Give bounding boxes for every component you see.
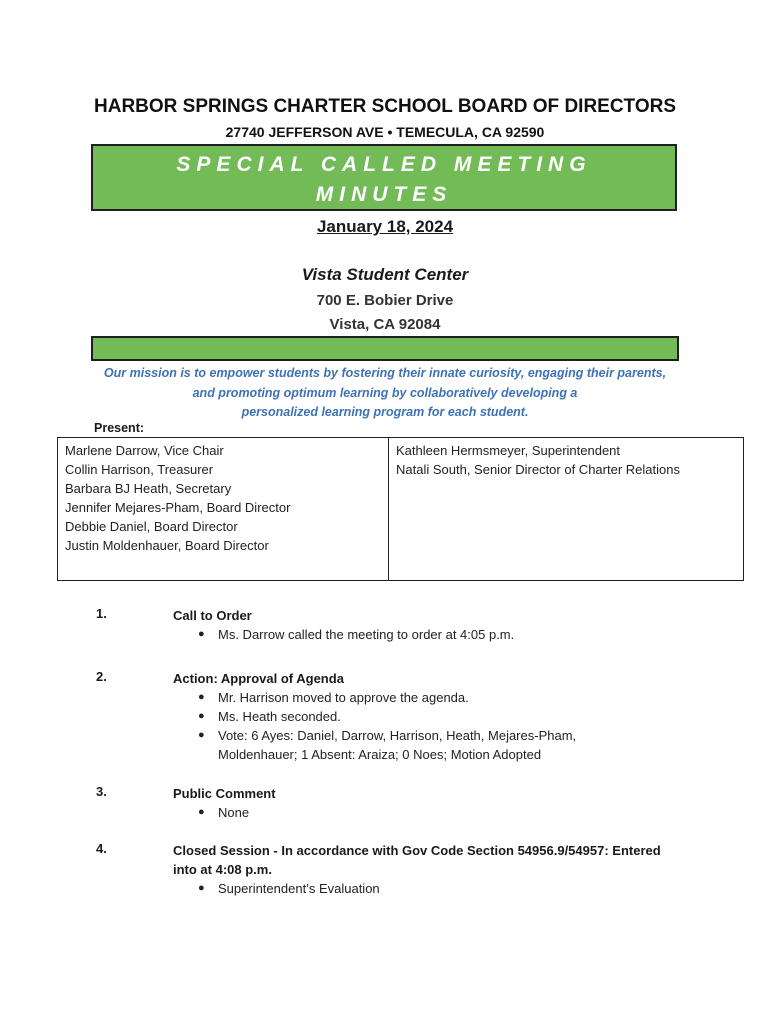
bullet-item: ● None (198, 805, 250, 820)
mission-line-3: personalized learning program for each student. (241, 405, 529, 419)
item-bullets (198, 688, 598, 764)
bullet-icon: ● (198, 628, 205, 640)
mission-line-1: Our mission is to empower students by fostering their innate curiosity, engaging their parents, (103, 366, 667, 380)
attendee: Barbara BJ Heath, Secretary (65, 481, 232, 496)
item-number: 2. (96, 669, 107, 684)
attendee: Natali South, Senior Director of Charter Relations (396, 462, 680, 477)
bullet-item: ● Ms. Darrow called the meeting to order at 4:05 p.m. (198, 627, 515, 642)
item-number: 1. (96, 606, 107, 621)
item-title: Action: Approval of Agenda (173, 671, 344, 686)
bullet-item: ● Ms. Heath seconded. (198, 709, 341, 724)
venue-city: Vista, CA 92084 (329, 316, 441, 333)
item-bullets (198, 879, 628, 898)
bullet-item: ● Superintendent’s Evaluation (198, 881, 380, 896)
attendee: Justin Moldenhauer, Board Director (65, 538, 269, 553)
item-bullets (198, 625, 628, 644)
item-bullets (198, 803, 628, 822)
meeting-type-banner (91, 144, 677, 211)
board-members-column (65, 441, 290, 555)
banner-line-1: SPECIAL CALLED MEETING (176, 153, 592, 176)
attendee: Jennifer Mejares-Pham, Board Director (65, 500, 291, 515)
attendee: Marlene Darrow, Vice Chair (65, 443, 224, 458)
school-address: 27740 JEFFERSON AVE • TEMECULA, CA 92590 (225, 124, 545, 140)
bullet-icon: ● (198, 729, 205, 741)
attendee: Collin Harrison, Treasurer (65, 462, 214, 477)
document-title: HARBOR SPRINGS CHARTER SCHOOL BOARD OF DIRECTORS (94, 96, 676, 117)
bullet-item: ● Vote: 6 Ayes: Daniel, Darrow, Harrison, Heath, Mejares-Pham, Moldenhauer; 1 Absent: Araiza; 0 Noes; Motion Adopted (198, 728, 577, 762)
present-label: Present: (94, 421, 145, 435)
item-title: Call to Order (173, 608, 252, 623)
attendee: Debbie Daniel, Board Director (65, 519, 238, 534)
mission-line-2: and promoting optimum learning by collaboratively developing a (192, 385, 578, 400)
column-divider (388, 438, 389, 580)
meeting-venue: Vista Student Center (301, 265, 469, 284)
venue-street: 700 E. Bobier Drive (316, 292, 454, 309)
bullet-icon: ● (198, 710, 205, 722)
item-title: Public Comment (173, 786, 276, 801)
bullet-icon: ● (198, 882, 205, 894)
bullet-icon: ● (198, 691, 205, 703)
bullet-icon: ● (198, 806, 205, 818)
item-number: 4. (96, 841, 107, 856)
item-number: 3. (96, 784, 107, 799)
attendance-table (57, 437, 744, 581)
staff-column (396, 441, 680, 479)
bullet-item: ● Mr. Harrison moved to approve the agenda. (198, 690, 469, 705)
item-title: Closed Session - In accordance with Gov Code Section 54956.9/54957: Entered into at 4:08 p.m. (173, 843, 661, 877)
banner-line-2: MINUTES (315, 183, 453, 206)
mission-statement (70, 364, 700, 423)
meeting-date: January 18, 2024 (316, 217, 454, 236)
attendee: Kathleen Hermsmeyer, Superintendent (396, 443, 621, 458)
divider-bar (91, 336, 679, 361)
